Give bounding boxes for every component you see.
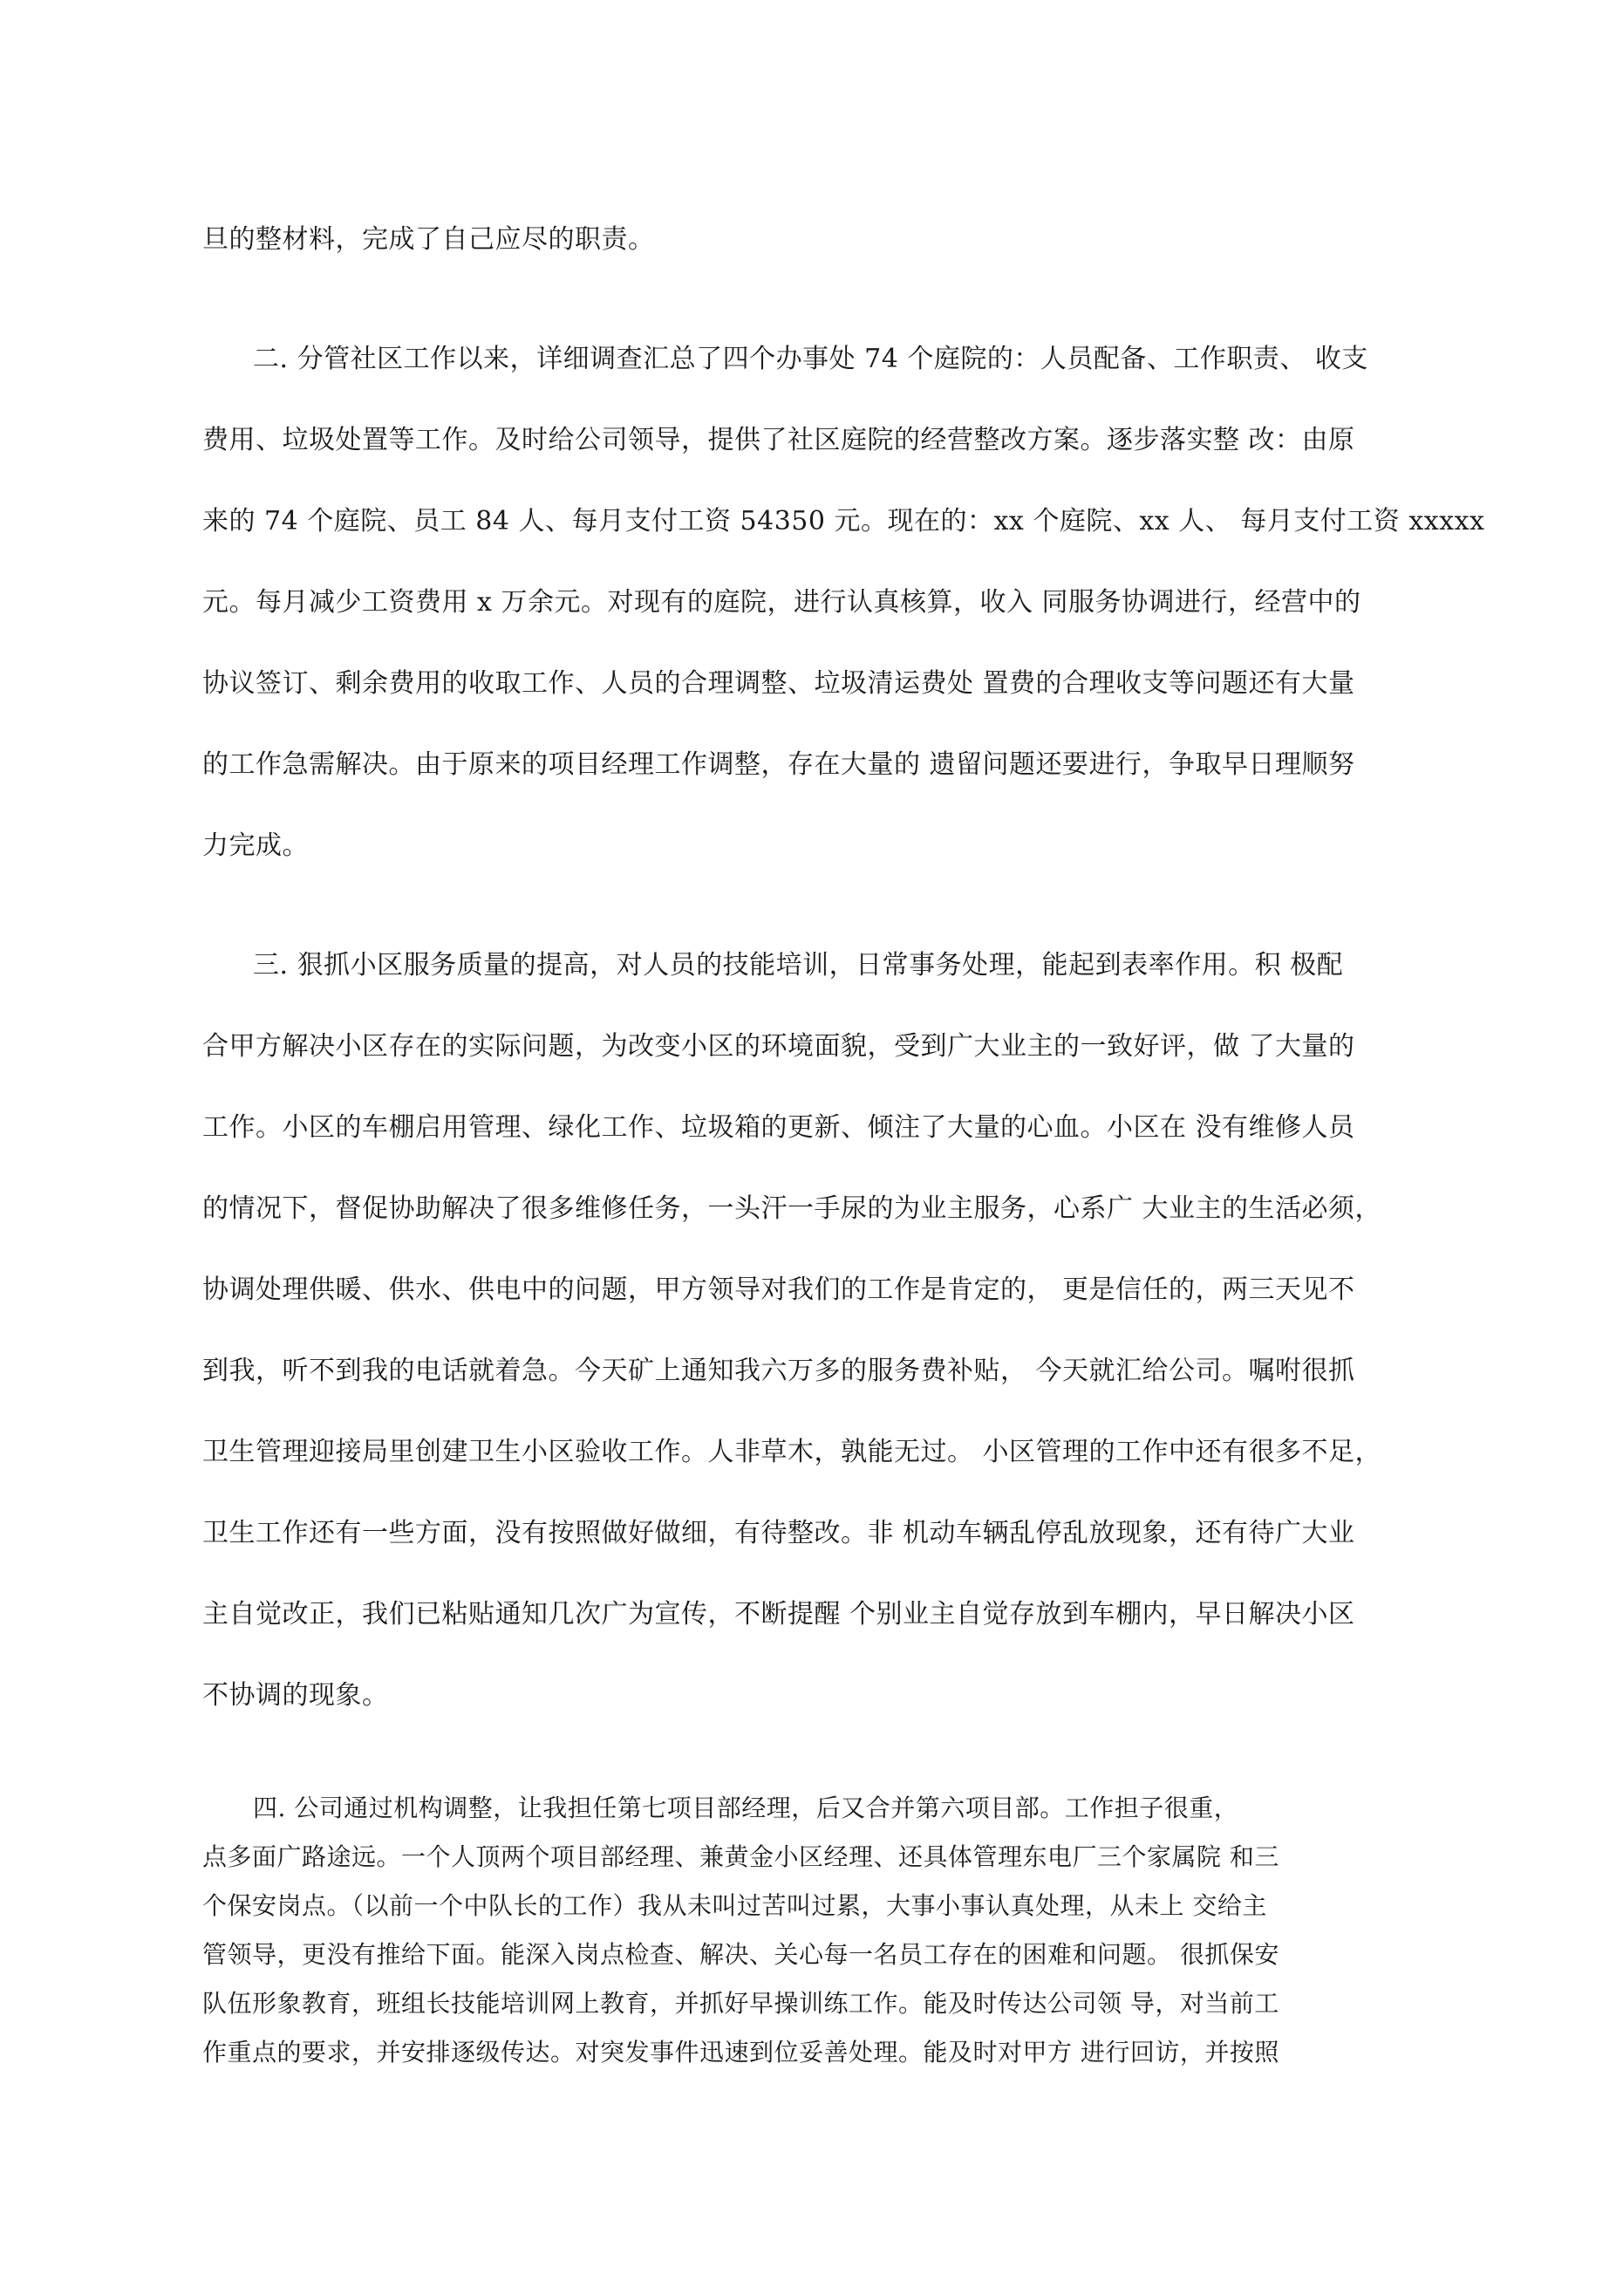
paragraph-3-line-4: 队伍形象教育，班组长技能培训网上教育，并抓好早操训练工作。能及时传达公司领 导，对当前工 [202,1989,1279,2018]
paragraph-2-line-0: 三. 狠抓小区服务质量的提高，对人员的技能培训，日常事务处理，能起到表率作用。积 极配 [253,950,1344,981]
paragraph-2-line-2: 工作。小区的车棚启用管理、绿化工作、垃圾箱的更新、倾注了大量的心血。小区在 没有维修人员 [202,1112,1355,1143]
paragraph-3-line-1: 点多面广路途远。一个人顶两个项目部经理、兼黄金小区经理、还具体管理东电厂三个家属院 和三 [202,1842,1279,1871]
paragraph-1-line-1: 费用、垃圾处置等工作。及时给公司领导，提供了社区庭院的经营整改方案。逐步落实整 改：由原 [202,425,1355,455]
paragraph-2-line-4: 协调处理供暖、供水、供电中的问题，甲方领导对我们的工作是肯定的， 更是信任的，两三天见不 [202,1274,1355,1305]
paragraph-2-line-9: 不协调的现象。 [202,1680,389,1711]
paragraph-3-line-2: 个保安岗点。（以前一个中队长的工作）我从未叫过苦叫过累，大事小事认真处理，从未上 交给主 [202,1891,1267,1920]
paragraph-1-line-4: 协议签订、剩余费用的收取工作、人员的合理调整、垃圾清运费处 置费的合理收支等问题还有大量 [202,668,1355,699]
paragraph-3-line-3: 管领导，更没有推给下面。能深入岗点检查、解决、关心每一名员工存在的困难和问题。 很抓保安 [202,1940,1279,1969]
paragraph-2-line-7: 卫生工作还有一些方面，没有按照做好做细，有待整改。非 机动车辆乱停乱放现象，还有待广大业 [202,1518,1355,1548]
paragraph-2-line-5: 到我，听不到我的电话就着急。今天矿上通知我六万多的服务费补贴， 今天就汇给公司。嘱咐很抓 [202,1356,1355,1386]
paragraph-0-line-0: 旦的整材料，完成了自己应尽的职责。 [202,224,655,255]
paragraph-3-line-0: 四. 公司通过机构调整，让我担任第七项目部经理，后又合并第六项目部。工作担子很重， [253,1794,1239,1822]
paragraph-2-line-3: 的情况下，督促协助解决了很多维修任务，一头汗一手尿的为业主服务，心系广 大业主的生活必须， [202,1193,1382,1224]
paragraph-1-line-0: 二. 分管社区工作以来，详细调查汇总了四个办事处 74 个庭院的：人员配备、工作职责、 收支 [253,344,1368,374]
paragraph-3-line-5: 作重点的要求，并安排逐级传达。对突发事件迅速到位妥善处理。能及时对甲方 进行回访，并按照 [202,2038,1279,2067]
paragraph-1-line-6: 力完成。 [202,830,309,861]
paragraph-1-line-2: 来的 74 个庭院、员工 84 人、每月支付工资 54350 元。现在的：xx 个庭院、xx 人、 每月支付工资 xxxxx [202,506,1485,536]
paragraph-1-line-5: 的工作急需解决。由于原来的项目经理工作调整，存在大量的 遗留问题还要进行，争取早日理顺努 [202,749,1355,780]
paragraph-2-line-6: 卫生管理迎接局里创建卫生小区验收工作。人非草木，孰能无过。 小区管理的工作中还有很多不足， [202,1437,1382,1467]
paragraph-2-line-8: 主自觉改正，我们已粘贴通知几次广为宣传，不断提醒 个别业主自觉存放到车棚内，早日解决小区 [202,1599,1355,1630]
paragraph-1-line-3: 元。每月减少工资费用 x 万余元。对现有的庭院，进行认真核算，收入 同服务协调进行，经营中的 [202,587,1361,618]
paragraph-2-line-1: 合甲方解决小区存在的实际问题，为改变小区的环境面貌，受到广大业主的一致好评，做 了大量的 [202,1031,1355,1062]
